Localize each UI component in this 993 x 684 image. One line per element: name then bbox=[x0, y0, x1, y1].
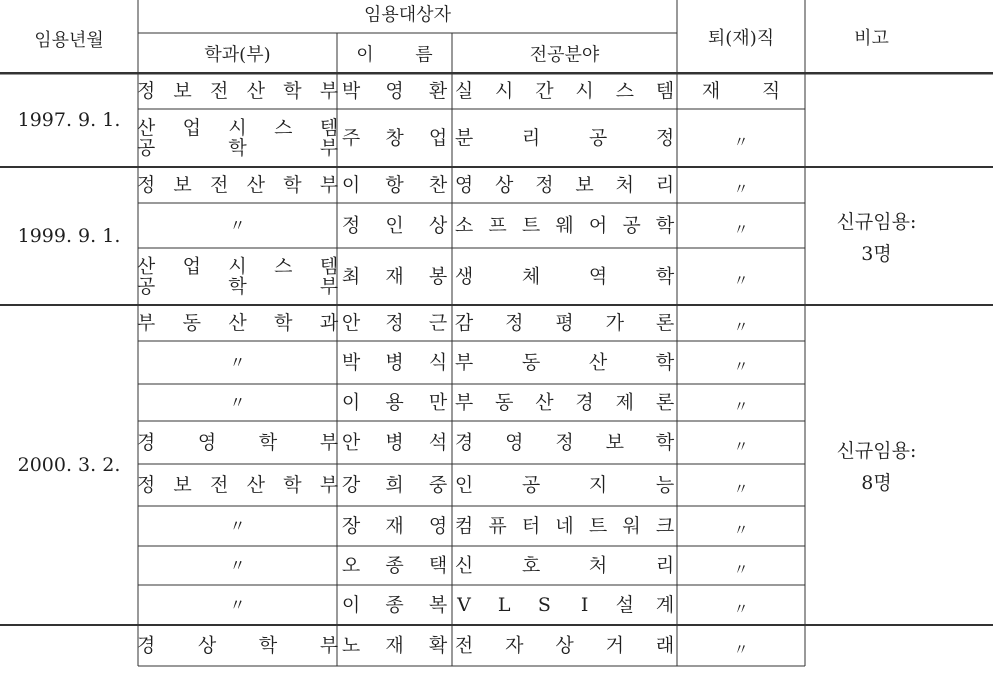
table-row bbox=[137, 635, 749, 659]
status-cell: 〃 bbox=[733, 437, 749, 456]
major-cell: 컴퓨터네트워크 bbox=[454, 515, 675, 537]
status-cell: 〃 bbox=[733, 640, 749, 659]
date-cell: 2000. 3. 2. bbox=[17, 454, 121, 476]
status-cell: 〃 bbox=[733, 521, 749, 539]
date-group bbox=[18, 80, 781, 159]
major-cell: 분리공정 bbox=[454, 127, 675, 149]
table-row bbox=[229, 515, 748, 539]
department-cell: 경영학부 bbox=[136, 431, 339, 454]
header-department: 학과(부) bbox=[204, 44, 271, 66]
header-name: 이름 bbox=[356, 44, 433, 66]
major-cell: 부동산학 bbox=[454, 351, 675, 374]
department-cell: 〃 bbox=[229, 556, 246, 575]
name-cell: 노재확 bbox=[341, 634, 448, 657]
department-cell: 〃 bbox=[229, 595, 246, 615]
name-cell: 정인상 bbox=[341, 214, 448, 237]
table-row bbox=[229, 594, 748, 618]
department-cell-line1: 산업시스템 bbox=[136, 255, 339, 278]
department-cell: 정보전산학부 bbox=[136, 474, 339, 496]
header-status: 퇴(재)직 bbox=[707, 28, 775, 49]
status-cell: 〃 bbox=[733, 133, 749, 151]
department-cell: 정보전산학부 bbox=[136, 174, 339, 196]
table-row bbox=[229, 554, 748, 579]
major-cell: 인공지능 bbox=[454, 474, 675, 496]
name-cell: 안병석 bbox=[341, 431, 448, 454]
table-row bbox=[137, 474, 749, 498]
major-cell: 영상정보처리 bbox=[454, 174, 675, 196]
table-row bbox=[137, 256, 749, 298]
department-cell: 정보전산학부 bbox=[136, 80, 339, 102]
status-cell: 〃 bbox=[733, 180, 749, 198]
header-date: 임용년월 bbox=[34, 30, 104, 51]
note-cell: 3명 bbox=[861, 243, 892, 265]
header-target: 임용대상자 bbox=[364, 4, 451, 26]
department-cell: 〃 bbox=[229, 393, 246, 412]
table-row bbox=[137, 117, 749, 159]
table-row bbox=[137, 80, 780, 102]
status-cell: 〃 bbox=[733, 397, 749, 416]
status-cell: 재직 bbox=[701, 80, 781, 102]
note-cell: 신규임용: bbox=[836, 211, 917, 233]
status-cell: 〃 bbox=[733, 271, 749, 290]
department-cell-line2: 공학부 bbox=[136, 137, 339, 159]
major-cell: 실시간시스템 bbox=[454, 80, 675, 102]
status-cell: 〃 bbox=[733, 480, 749, 498]
status-cell: 〃 bbox=[733, 220, 749, 239]
table-row bbox=[229, 352, 748, 376]
department-cell-line1: 산업시스템 bbox=[136, 117, 339, 139]
name-cell: 오종택 bbox=[341, 554, 448, 577]
name-cell: 이종복 bbox=[341, 594, 448, 616]
major-cell: 전자상거래 bbox=[454, 634, 675, 657]
name-cell: 박영환 bbox=[341, 80, 448, 102]
name-cell: 강희중 bbox=[341, 474, 448, 496]
status-cell: 〃 bbox=[733, 560, 749, 579]
department-cell: 〃 bbox=[229, 216, 246, 235]
table-row bbox=[137, 173, 749, 198]
note-cell: 8명 bbox=[861, 472, 892, 494]
department-cell-line2: 공학부 bbox=[136, 275, 339, 298]
table-row bbox=[229, 214, 748, 239]
name-cell: 주창업 bbox=[341, 127, 448, 149]
major-cell: 부동산경제론 bbox=[454, 391, 675, 414]
department-cell: 〃 bbox=[229, 516, 246, 536]
date-group bbox=[18, 173, 917, 298]
name-cell: 안정근 bbox=[341, 312, 448, 334]
department-cell: 〃 bbox=[229, 353, 246, 372]
status-cell: 〃 bbox=[733, 600, 749, 618]
date-cell: 1997. 9. 1. bbox=[17, 109, 121, 131]
table-header bbox=[34, 4, 889, 66]
table-row bbox=[229, 392, 748, 416]
date-cell: 1999. 9. 1. bbox=[17, 225, 121, 247]
note-cell: 신규임용: bbox=[836, 440, 917, 462]
major-cell: 생체역학 bbox=[454, 265, 675, 288]
major-cell: 신호처리 bbox=[454, 554, 675, 577]
name-cell: 장재영 bbox=[341, 515, 448, 537]
department-cell: 부동산학과 bbox=[136, 312, 339, 334]
major-cell: VLSI설계 bbox=[457, 594, 675, 616]
name-cell: 박병식 bbox=[341, 351, 448, 374]
status-cell: 〃 bbox=[733, 357, 749, 376]
table-row bbox=[137, 432, 749, 456]
header-major: 전공분야 bbox=[529, 44, 600, 66]
major-cell: 경영정보학 bbox=[454, 431, 675, 454]
name-cell: 최재봉 bbox=[341, 265, 448, 288]
name-cell: 이항찬 bbox=[341, 174, 448, 196]
major-cell: 소프트웨어공학 bbox=[454, 214, 675, 237]
name-cell: 이용만 bbox=[341, 391, 448, 414]
major-cell: 감정평가론 bbox=[454, 312, 675, 334]
department-cell: 경상학부 bbox=[136, 634, 339, 657]
date-group bbox=[137, 635, 749, 659]
table-row bbox=[137, 311, 749, 336]
header-note: 비고 bbox=[854, 28, 889, 49]
status-cell: 〃 bbox=[733, 318, 749, 336]
